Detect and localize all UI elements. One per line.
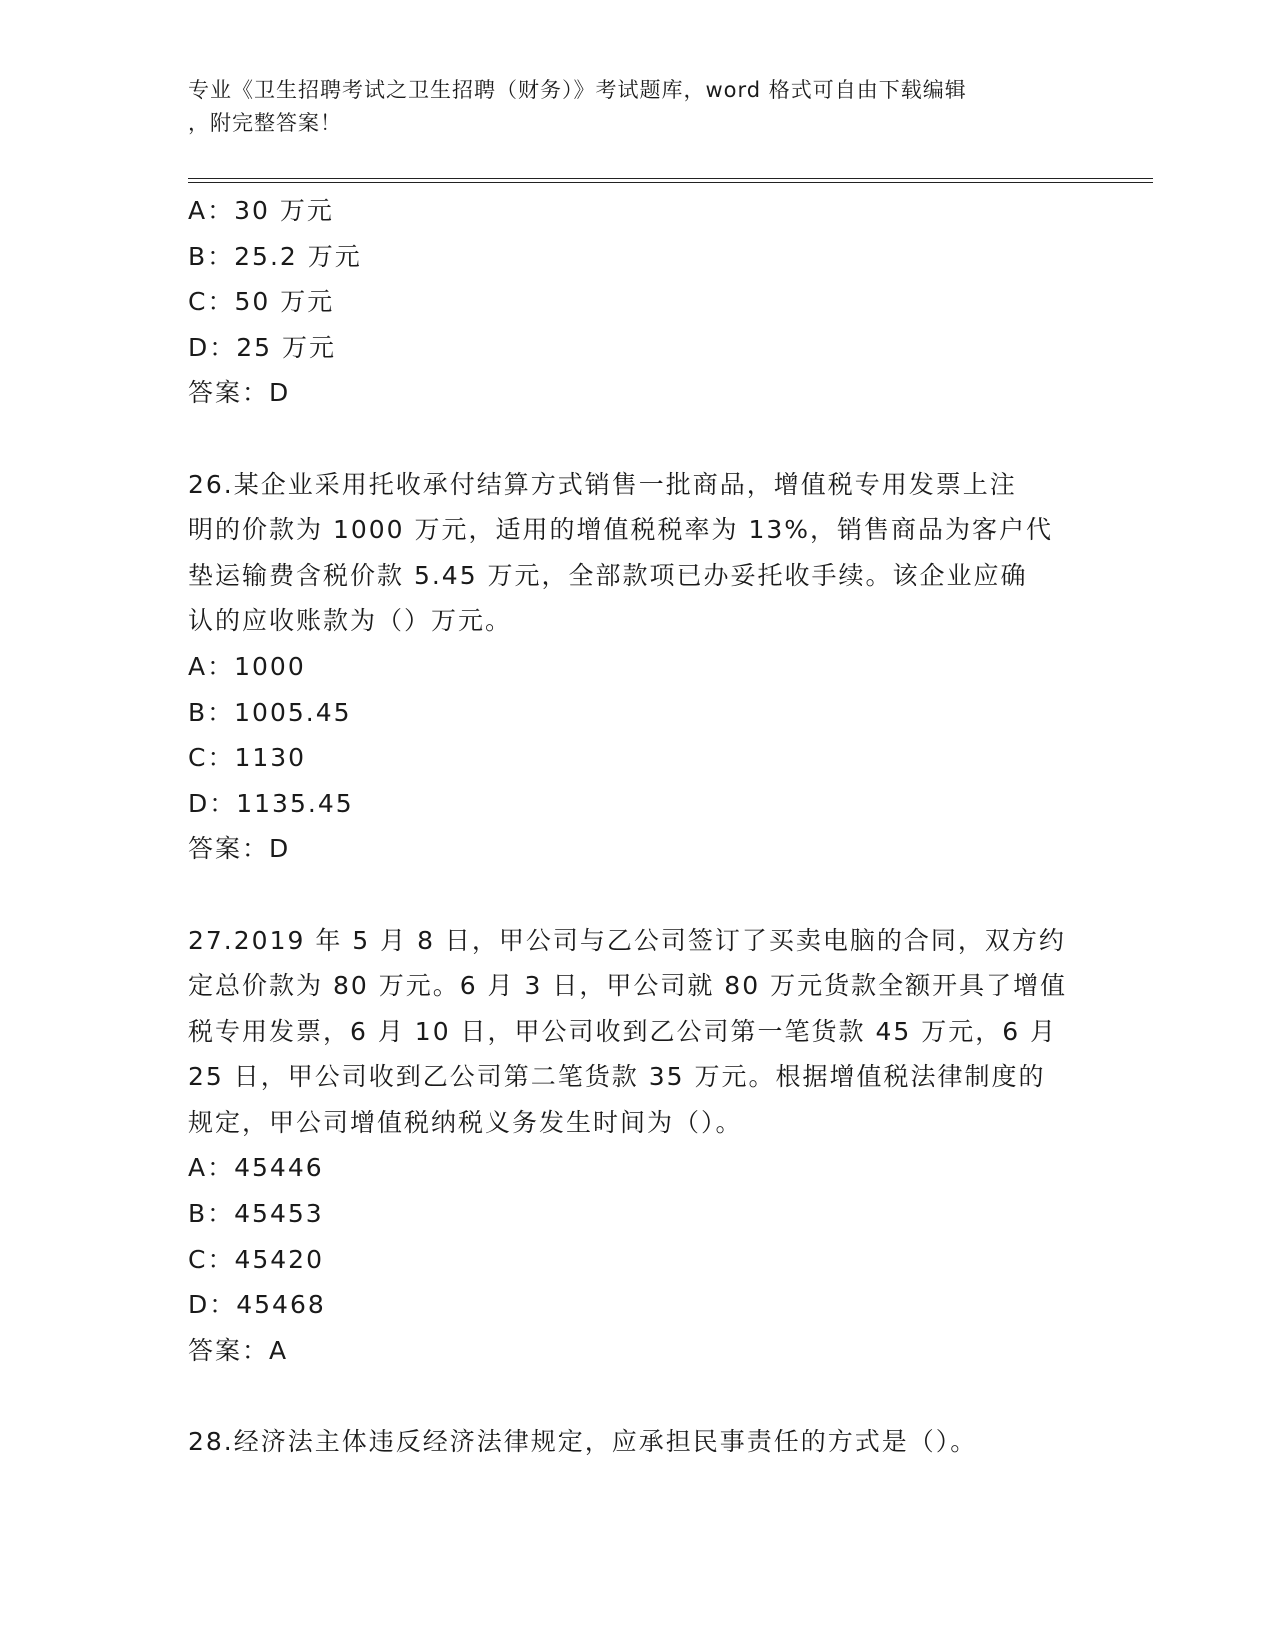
- spacer: [188, 416, 1088, 462]
- option-b: B：25.2 万元: [188, 241, 362, 271]
- option-a: A：30 万元: [188, 196, 334, 225]
- option-d: D：25 万元: [188, 332, 337, 362]
- header-rule-top: [188, 178, 1153, 179]
- option-b: B：45453: [188, 1199, 324, 1229]
- question-text-line: 26.某企业采用托收承付结算方式销售一批商品，增值税专用发票上注: [188, 469, 1017, 499]
- option-a: A：1000: [188, 651, 306, 681]
- question-text-line: 垫运输费含税价款 5.45 万元，全部款项已办妥托收手续。该企业应确: [188, 560, 1028, 590]
- question-27: [188, 918, 1088, 1374]
- spacer: [188, 872, 1088, 918]
- question-25-tail: [188, 188, 1088, 416]
- question-text-line: 27.2019 年 5 月 8 日，甲公司与乙公司签订了买卖电脑的合同，双方约: [188, 925, 1066, 955]
- option-c: C：45420: [188, 1244, 324, 1274]
- answer: 答案：A: [188, 1335, 289, 1365]
- spacer: [188, 1373, 1088, 1419]
- question-text-line: 25 日，甲公司收到乙公司第二笔货款 35 万元。根据增值税法律制度的: [188, 1062, 1046, 1092]
- document-header: [188, 74, 1068, 140]
- question-text-line: 税专用发票，6 月 10 日，甲公司收到乙公司第一笔货款 45 万元，6 月: [188, 1016, 1058, 1046]
- header-line-2: ，附完整答案！: [188, 111, 342, 135]
- question-text-line: 明的价款为 1000 万元，适用的增值税税率为 13%，销售商品为客户代: [188, 515, 1054, 545]
- option-d: D：45468: [188, 1290, 326, 1320]
- question-text-line: 认的应收账款为（）万元。: [188, 606, 513, 636]
- question-26: [188, 462, 1088, 872]
- question-text-line: 规定，甲公司增值税纳税义务发生时间为（）。: [188, 1107, 743, 1137]
- question-text-line: 28.经济法主体违反经济法律规定，应承担民事责任的方式是（）。: [188, 1427, 978, 1457]
- answer: 答案：D: [188, 378, 291, 408]
- document-body: [188, 188, 1088, 1465]
- option-b: B：1005.45: [188, 697, 352, 727]
- option-d: D：1135.45: [188, 788, 354, 818]
- option-a: A：45446: [188, 1153, 324, 1183]
- question-28: [188, 1419, 1088, 1465]
- question-text-line: 定总价款为 80 万元。6 月 3 日，甲公司就 80 万元货款全额开具了增值: [188, 971, 1068, 1001]
- option-c: C：50 万元: [188, 287, 335, 317]
- header-line-1: 专业《卫生招聘考试之卫生招聘（财务）》考试题库，word 格式可自由下载编辑: [188, 78, 967, 102]
- header-rule-bottom: [188, 182, 1153, 183]
- answer: 答案：D: [188, 834, 291, 864]
- option-c: C：1130: [188, 743, 307, 773]
